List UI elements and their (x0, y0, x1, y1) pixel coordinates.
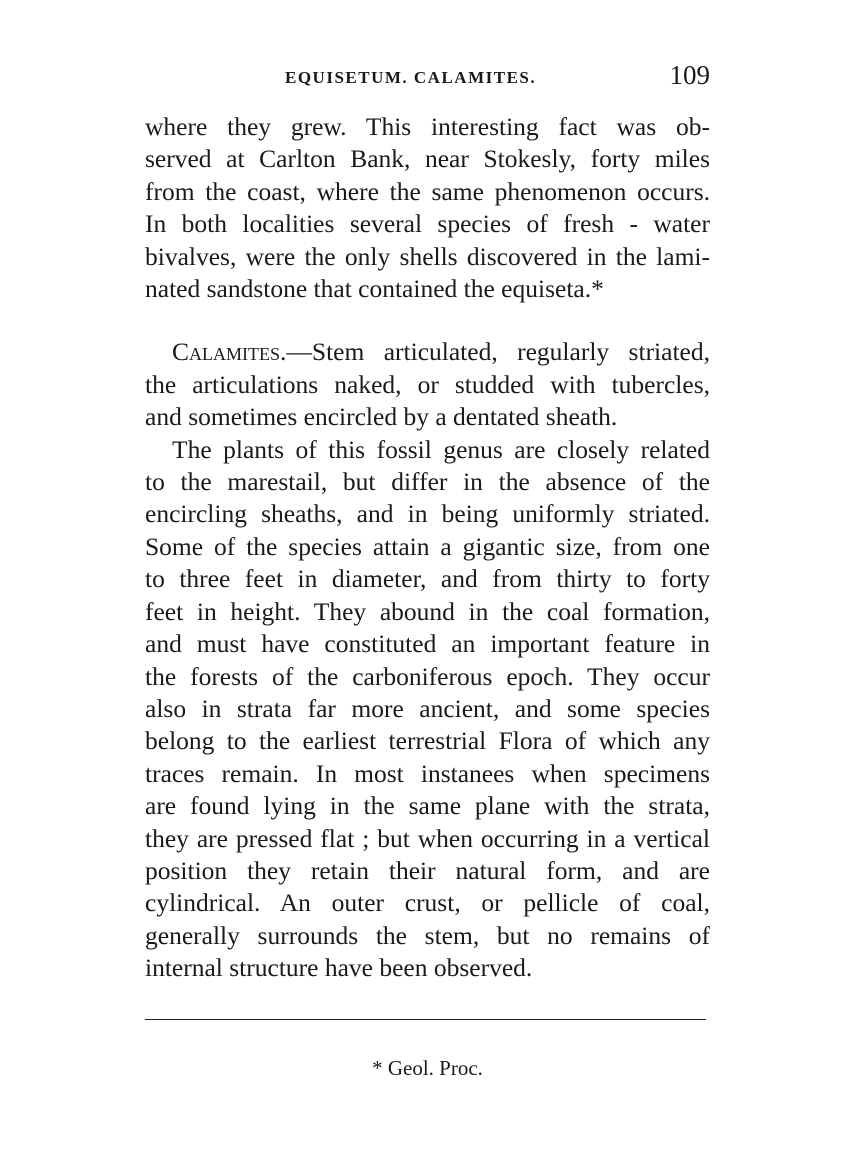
text-line: and sometimes encircled by a dentated sheath. (145, 402, 618, 432)
text-line: also in strata far more ancient, and some species (145, 693, 710, 723)
text-line (145, 336, 710, 368)
text-line: Some of the species attain a gigantic size, from one (145, 531, 710, 561)
text-line: position they retain their natural form, and are (145, 855, 710, 885)
text-line: they are pressed flat ; but when occurring in a vertical (145, 823, 710, 853)
text-line: feet in height. They abound in the coal formation, (145, 596, 710, 626)
text-line: where they grew. This interesting fact was ob- (145, 112, 710, 141)
page-number: 109 (669, 60, 710, 90)
text-line: to the marestail, but differ in the absence of the (145, 467, 710, 497)
text-line: nated sandstone that contained the equiseta.* (145, 274, 604, 304)
running-title: EQUISETUM. CALAMITES. (285, 68, 537, 87)
text-line: belong to the earliest terrestrial Flora of which any (145, 726, 710, 756)
footnote-rule (145, 1019, 706, 1020)
text-line: traces remain. In most instanees when specimens (145, 758, 710, 788)
text-line: served at Carlton Bank, near Stokesly, forty miles (145, 144, 710, 174)
text-line: the articulations naked, or studded with tubercles, (145, 369, 710, 399)
paragraph-calamites-definition (145, 336, 710, 433)
text-line: In both localities several species of fresh - water (145, 209, 710, 239)
text-line: and must have constituted an important feature in (145, 629, 710, 659)
text-line: the forests of the carboniferous epoch. They occur (145, 661, 710, 691)
paragraph-calamites-description (145, 434, 710, 985)
genus-heading: Calamites. (172, 337, 287, 367)
text-line: to three feet in diameter, and from thirty to forty (145, 564, 710, 594)
paragraph-equiseta (145, 111, 710, 305)
running-head (145, 60, 710, 100)
text-line: cylindrical. An outer crust, or pellicle of coal, (145, 888, 710, 918)
text-line: The plants of this fossil genus are closely related (172, 434, 710, 464)
footnote: * Geol. Proc. (372, 1056, 483, 1080)
text-line: internal structure have been observed. (145, 953, 533, 983)
text-line: encircling sheaths, and in being uniformly striated. (145, 499, 710, 529)
text-line: are found lying in the same plane with the strata, (145, 791, 710, 821)
body-text (145, 111, 710, 985)
text-line: bivalves, were the only shells discovered in the lami- (145, 241, 710, 271)
definition-text: —Stem articulated, regularly striated, (286, 337, 710, 367)
text-line: generally surrounds the stem, but no remains of (145, 920, 710, 950)
text-line: from the coast, where the same phenomenon occurs. (145, 176, 710, 206)
